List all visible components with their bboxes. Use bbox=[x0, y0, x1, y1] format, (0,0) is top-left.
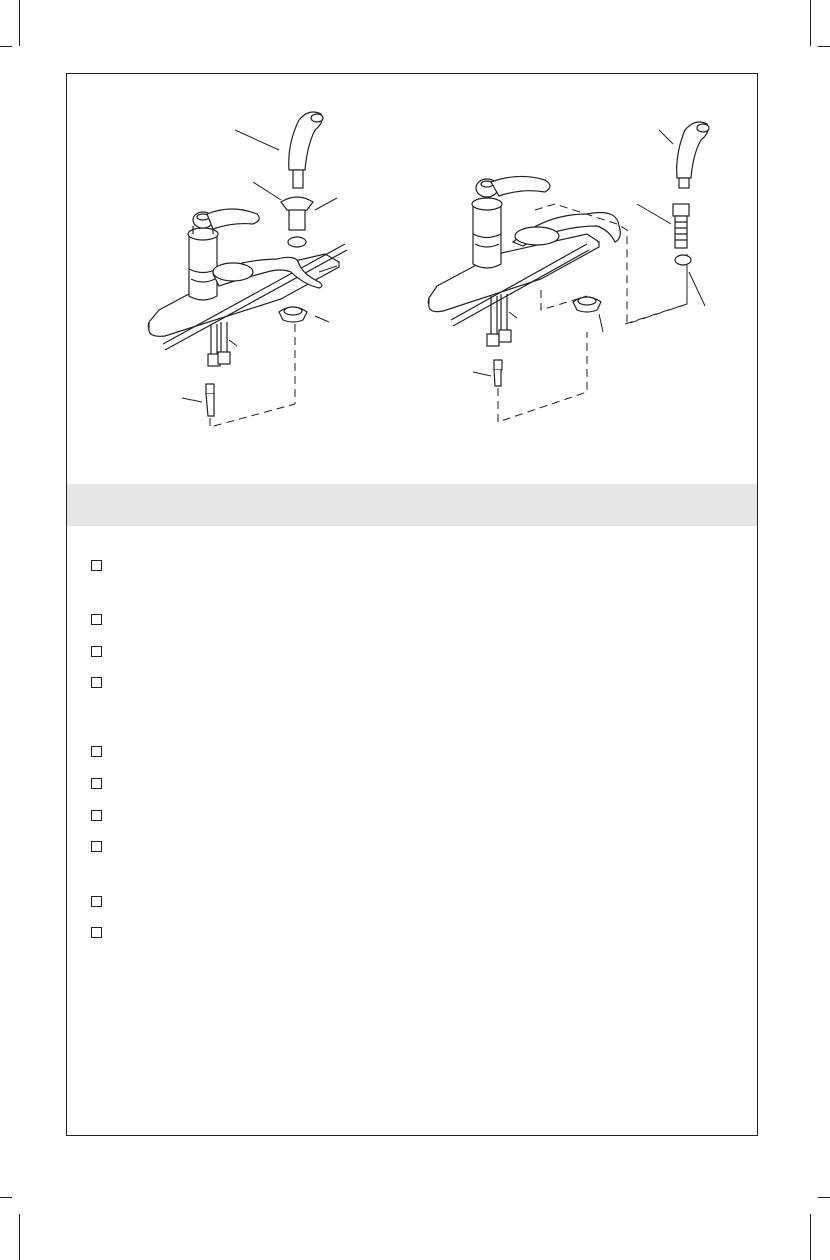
checkbox-icon[interactable] bbox=[91, 677, 102, 688]
checkbox-icon[interactable] bbox=[91, 927, 102, 938]
checkbox-icon[interactable] bbox=[91, 746, 102, 757]
checkbox-icon[interactable] bbox=[91, 810, 102, 821]
checkbox-icon[interactable] bbox=[91, 560, 102, 571]
checkbox-icon[interactable] bbox=[91, 778, 102, 789]
checkbox-icon[interactable] bbox=[91, 614, 102, 625]
crop-mark-bottom-left-h bbox=[0, 1197, 12, 1198]
section-header-band bbox=[67, 484, 757, 526]
checkbox-icon[interactable] bbox=[91, 896, 102, 907]
crop-mark-bottom-left-v bbox=[19, 1214, 20, 1260]
crop-mark-bottom-right-v bbox=[810, 1214, 811, 1260]
crop-mark-bottom-right-h bbox=[818, 1197, 830, 1198]
exploded-diagrams bbox=[67, 74, 757, 484]
crop-mark-top-right-v bbox=[810, 0, 811, 46]
page-frame bbox=[66, 73, 758, 1136]
checkbox-icon[interactable] bbox=[91, 646, 102, 657]
faucet-with-remote-sidespray-exploded-diagram-icon bbox=[428, 122, 709, 422]
crop-mark-top-left-h bbox=[0, 46, 12, 47]
crop-mark-top-right-h bbox=[818, 46, 830, 47]
crop-mark-top-left-v bbox=[19, 0, 20, 46]
faucet-with-sidespray-exploded-diagram-icon bbox=[148, 112, 347, 427]
checkbox-icon[interactable] bbox=[91, 841, 102, 852]
